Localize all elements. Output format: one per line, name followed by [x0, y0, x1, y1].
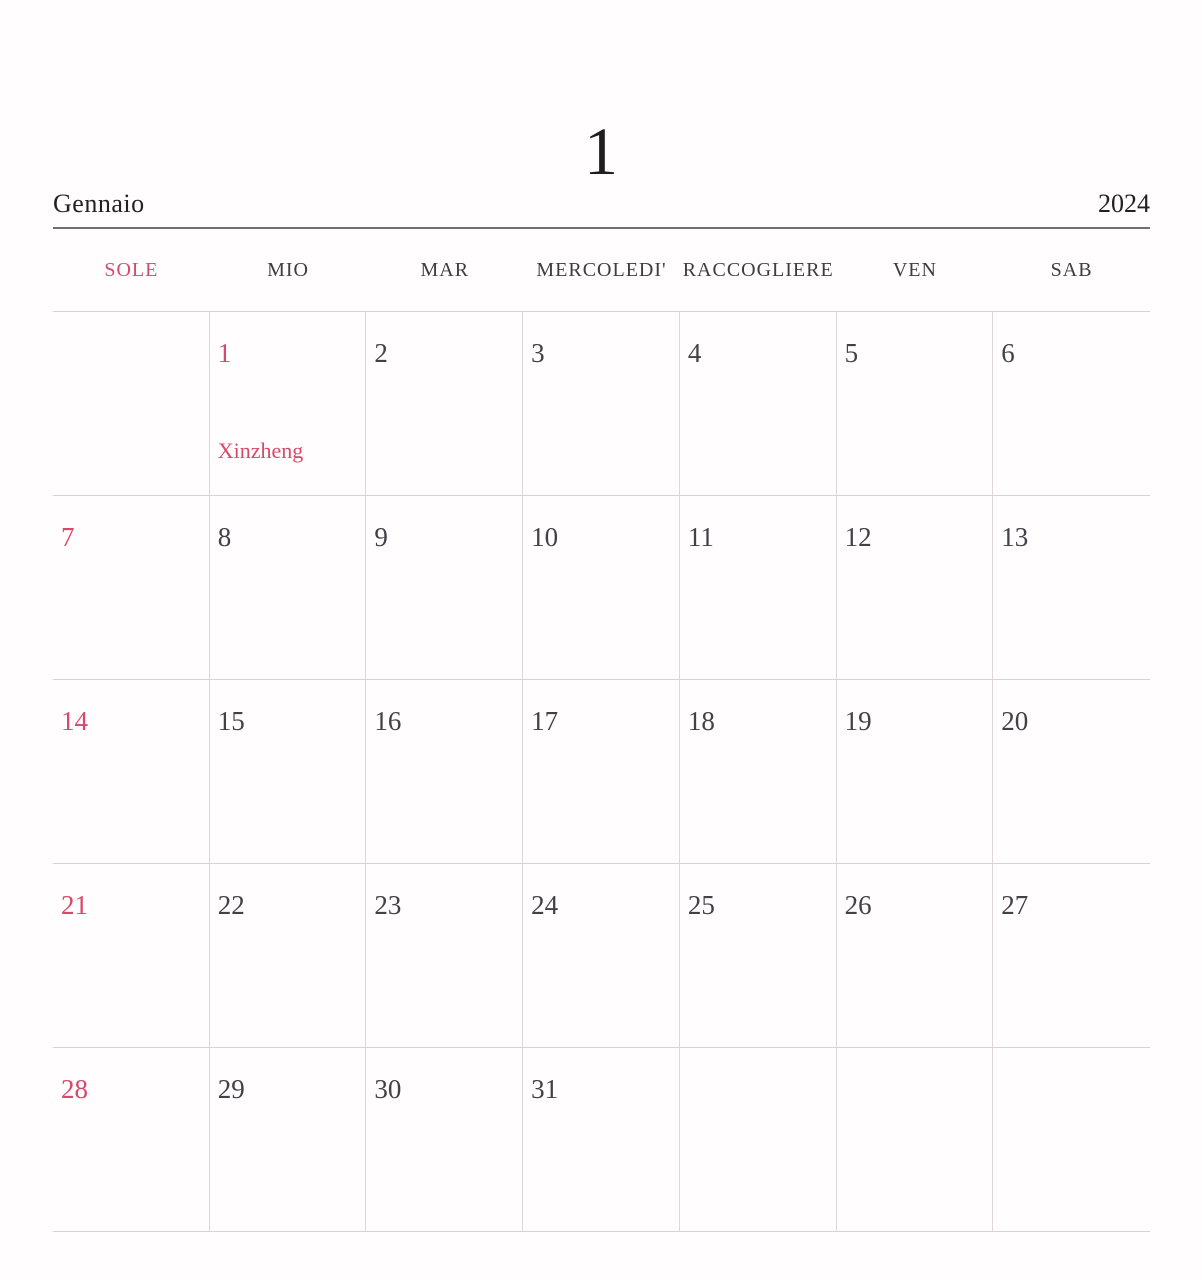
date-number: 28 — [61, 1074, 88, 1104]
date-number: 22 — [217, 890, 245, 920]
month-big-number: 1 — [584, 113, 618, 189]
calendar-cell — [993, 496, 1150, 680]
calendar-cell — [366, 496, 523, 680]
calendar-cell — [837, 680, 994, 864]
date-number: 5 — [844, 338, 859, 368]
calendar-cell — [366, 864, 523, 1048]
calendar-cell — [210, 496, 367, 680]
date-number: 16 — [374, 706, 402, 736]
calendar-cell — [366, 1048, 523, 1232]
calendar-cell — [53, 496, 210, 680]
weekday-header: SOLE — [104, 258, 159, 281]
calendar-cell — [680, 496, 837, 680]
date-number: 7 — [61, 522, 75, 552]
weekday-header: RACCOGLIERE — [682, 258, 834, 281]
calendar-cell — [837, 1048, 994, 1232]
date-number: 30 — [374, 1074, 402, 1104]
date-number: 23 — [374, 890, 402, 920]
date-number: 13 — [1001, 522, 1029, 552]
calendar-cell — [53, 1048, 210, 1232]
weekday-header: MIO — [267, 258, 309, 281]
weekday-header: MERCOLEDI' — [536, 258, 667, 281]
calendar-cell — [53, 864, 210, 1048]
holiday-label: Xinzheng — [217, 438, 304, 463]
date-number: 1 — [217, 338, 232, 368]
date-number: 27 — [1001, 890, 1029, 920]
calendar-cell — [523, 312, 680, 496]
date-number: 26 — [844, 890, 872, 920]
calendar-cell — [366, 680, 523, 864]
calendar-cell — [993, 312, 1150, 496]
date-number: 9 — [374, 522, 388, 552]
calendar-cell — [680, 864, 837, 1048]
date-number: 18 — [687, 706, 715, 736]
date-number: 10 — [531, 522, 559, 552]
calendar-cell — [680, 680, 837, 864]
date-number: 20 — [1001, 706, 1029, 736]
date-number: 11 — [687, 522, 714, 552]
calendar-cell — [837, 312, 994, 496]
calendar-cell — [680, 1048, 837, 1232]
calendar-cell — [210, 864, 367, 1048]
calendar-grid — [53, 311, 1150, 1232]
calendar-cell — [993, 680, 1150, 864]
calendar-cell — [523, 496, 680, 680]
month-name: Gennaio — [53, 189, 145, 218]
weekday-header: MAR — [420, 258, 470, 281]
date-number: 25 — [687, 890, 715, 920]
date-number: 21 — [61, 890, 88, 920]
calendar-cell — [210, 312, 367, 496]
weekday-header: VEN — [892, 258, 937, 281]
date-number: 3 — [531, 338, 545, 368]
date-number: 14 — [61, 706, 88, 736]
calendar-cell — [680, 312, 837, 496]
date-number: 31 — [531, 1074, 559, 1104]
weekday-header-row — [53, 229, 1150, 311]
calendar-cell — [523, 864, 680, 1048]
calendar-cell — [210, 680, 367, 864]
date-number: 4 — [687, 338, 702, 368]
calendar-cell — [53, 312, 210, 496]
weekday-header: SAB — [1050, 258, 1093, 281]
calendar-cell — [523, 680, 680, 864]
calendar-cell — [993, 1048, 1150, 1232]
date-number: 19 — [844, 706, 872, 736]
calendar-cell — [993, 864, 1150, 1048]
calendar-cell — [837, 496, 994, 680]
date-number: 2 — [374, 338, 388, 368]
year-label: 2024 — [1098, 189, 1150, 218]
date-number: 12 — [844, 522, 872, 552]
date-number: 29 — [217, 1074, 245, 1104]
title-row — [53, 189, 1150, 229]
date-number: 6 — [1001, 338, 1015, 368]
calendar-cell — [523, 1048, 680, 1232]
calendar-cell — [53, 680, 210, 864]
date-number: 8 — [217, 522, 232, 552]
calendar-cell — [837, 864, 994, 1048]
calendar-cell — [366, 312, 523, 496]
date-number: 17 — [531, 706, 559, 736]
date-number: 24 — [531, 890, 559, 920]
date-number: 15 — [217, 706, 245, 736]
calendar-cell — [210, 1048, 367, 1232]
